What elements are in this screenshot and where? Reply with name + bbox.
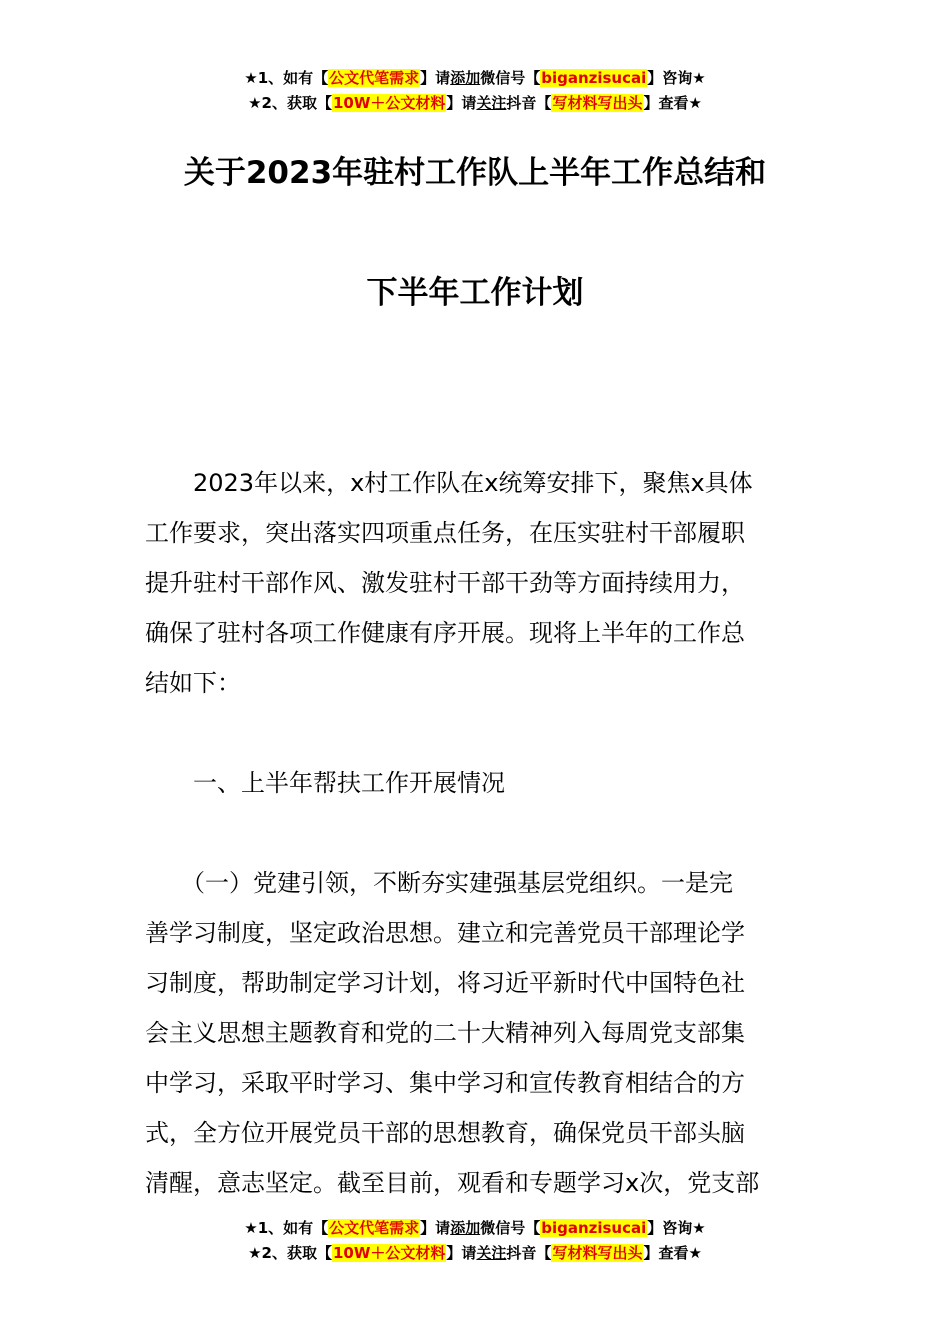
- text-line: 中学习，采取平时学习、集中学习和宣传教育相结合的方: [145, 1069, 745, 1097]
- highlight-wechat-id: biganzisucai: [541, 1219, 647, 1237]
- footer-banner: [0, 1216, 950, 1266]
- underlined-text: 添加: [450, 1219, 481, 1237]
- text-line: 结如下：: [145, 669, 241, 697]
- highlight-materials: 10W＋公文材料: [332, 1244, 446, 1262]
- banner-text: 】查看★: [643, 94, 702, 112]
- banner-line-2: [0, 91, 950, 116]
- text-line: 清醒，意志坚定。截至目前，观看和专题学习x次，党支部: [145, 1169, 760, 1197]
- underlined-text: 添加: [450, 69, 481, 87]
- highlight-service: 公文代笔需求: [329, 1219, 420, 1237]
- banner-line-1: [0, 66, 950, 91]
- banner-text: 抖音【: [506, 1244, 552, 1262]
- underlined-text: 关注: [476, 1244, 507, 1262]
- banner-text: ★1、如有【: [244, 1219, 329, 1237]
- highlight-wechat-id: biganzisucai: [541, 69, 647, 87]
- section-heading-text: 一、上半年帮扶工作开展情况: [145, 769, 505, 797]
- banner-text: 】请: [446, 1244, 477, 1262]
- section-heading: [145, 758, 807, 808]
- banner-text: 】咨询★: [647, 69, 706, 87]
- text-line: 会主义思想主题教育和党的二十大精神列入每周党支部集: [145, 1019, 745, 1047]
- banner-text: 】查看★: [643, 1244, 702, 1262]
- text-line: 确保了驻村各项工作健康有序开展。现将上半年的工作总: [145, 619, 745, 647]
- text-line: 习制度，帮助制定学习计划，将习近平新时代中国特色社: [145, 969, 745, 997]
- banner-text: 微信号【: [480, 1219, 541, 1237]
- document-title-line-1: 关于2023年驻村工作队上半年工作总结和: [183, 155, 767, 191]
- banner-text: 微信号【: [480, 69, 541, 87]
- banner-text: ★2、获取【: [248, 1244, 332, 1262]
- banner-text: 】咨询★: [647, 1219, 706, 1237]
- text-line: 工作要求，突出落实四项重点任务，在压实驻村干部履职: [145, 519, 745, 547]
- highlight-materials: 10W＋公文材料: [332, 94, 446, 112]
- banner-line-1: [0, 1216, 950, 1241]
- highlight-douyin-id: 写材料写出头: [552, 1244, 643, 1262]
- banner-text: 抖音【: [506, 94, 552, 112]
- intro-paragraph: [145, 458, 807, 708]
- text-line: 2023年以来，x村工作队在x统筹安排下，聚焦x具体: [145, 469, 753, 497]
- banner-line-2: [0, 1241, 950, 1266]
- document-title-line-2: 下半年工作计划: [366, 275, 584, 311]
- banner-text: 】请: [420, 69, 451, 87]
- highlight-service: 公文代笔需求: [329, 69, 420, 87]
- header-banner: [0, 66, 950, 116]
- banner-text: 】请: [420, 1219, 451, 1237]
- highlight-douyin-id: 写材料写出头: [552, 94, 643, 112]
- banner-text: ★1、如有【: [244, 69, 329, 87]
- text-line: 式，全方位开展党员干部的思想教育，确保党员干部头脑: [145, 1119, 745, 1147]
- text-line: 提升驻村干部作风、激发驻村干部干劲等方面持续用力，: [145, 569, 745, 597]
- banner-text: 】请: [446, 94, 477, 112]
- text-line: （一）党建引领，不断夯实建强基层党组织。一是完: [145, 869, 733, 897]
- text-line: 善学习制度，坚定政治思想。建立和完善党员干部理论学: [145, 919, 745, 947]
- banner-text: ★2、获取【: [248, 94, 332, 112]
- section-paragraph: [145, 858, 807, 1208]
- underlined-text: 关注: [476, 94, 507, 112]
